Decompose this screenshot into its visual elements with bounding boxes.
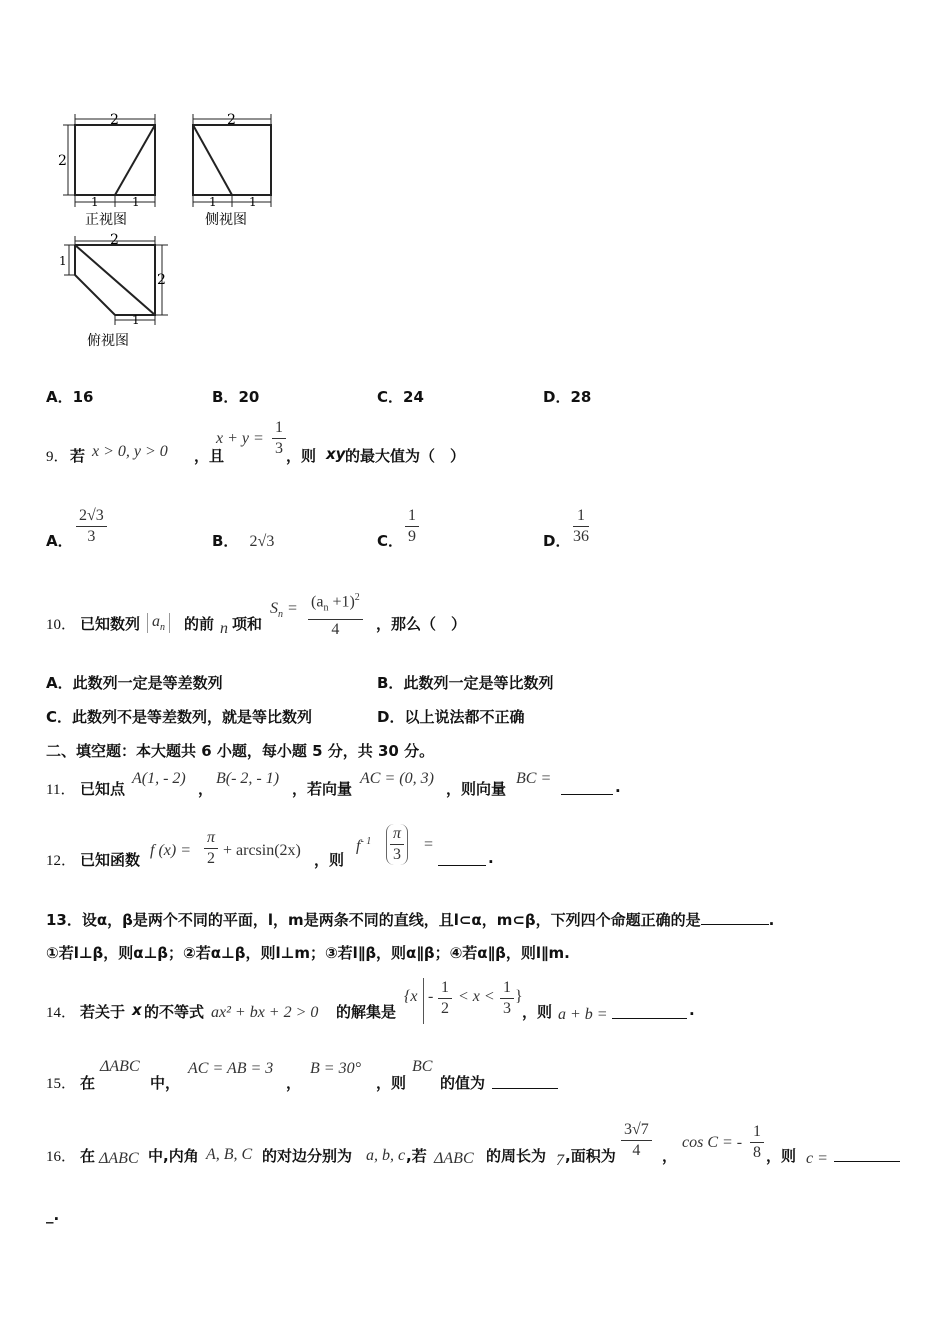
q16-angles: A, B, C [206,1146,253,1163]
option-value: $\frac{1}{36}$ [573,507,589,545]
option-label: A． [46,674,73,692]
q15-angle: B = 30° [310,1060,361,1077]
question-number: 15． [46,1076,77,1092]
q16-perimeter: 7 [556,1152,564,1169]
q15-sides: AC = AB = 3 [188,1060,274,1077]
q12-text: ，则 [314,851,345,869]
front-view [58,112,155,228]
question-number: 10． [46,617,77,633]
option-label: B． [212,532,239,550]
q14-range: < x < [458,988,495,1005]
q12-equals: = [424,836,434,853]
option-label: B． [377,674,404,692]
question-number: 9． [46,449,69,465]
q16-cos-fraction: $\frac{1}{8}$ [750,1122,764,1163]
q15-text: 在 [80,1074,96,1092]
option-label: D． [377,708,405,726]
top-view [59,232,168,349]
answer-blank[interactable] [834,1145,900,1162]
side-top-dim: 2 [227,112,236,128]
q8-option-a[interactable] [46,386,93,407]
q10-text: ，那么（ ） [376,615,467,633]
q12-function: f (x) = [150,842,191,859]
q14-sum: a + b = [558,1006,608,1023]
three-view-figure [55,105,285,355]
q10-fraction: $\frac{(a_n +1)^2}{4}$ [308,588,363,640]
option-label: D． [543,532,571,550]
q15-text: 的值为 [440,1074,486,1092]
answer-blank[interactable] [492,1072,558,1089]
q9-fraction: $\frac{1}{3}$ [272,418,286,459]
q16-text: 中,内角 [148,1147,199,1165]
option-label: C． [377,388,404,406]
q16-text: 的对边分别为 [262,1147,353,1165]
q14-text: 若关于 [80,1003,126,1021]
q11-point-a: A(1, - 2) [132,770,186,787]
option-value: 2√3 [249,533,275,550]
side-bot2-dim: 1 [249,195,257,209]
q16-area: $\frac{3√7}{4}$ [621,1120,652,1161]
top-top-dim: 2 [110,232,119,248]
question-16 [46,1120,916,1176]
q10-option-b[interactable] [377,672,553,693]
question-11 [46,768,646,798]
q9-equation: x + y = [216,430,264,447]
q10-sequence: $a_n$ [147,613,170,633]
q14-third: $\frac{1}{3}$ [500,978,514,1019]
side-caption: 侧视图 [205,212,247,228]
question-13 [46,908,774,930]
q13-text: . [768,911,775,929]
q9-option-b[interactable] [212,530,274,551]
q12-fraction: $\frac{\pi}{2}$ [204,828,218,869]
q11-text: . [615,778,621,796]
q14-set-close: } [515,988,523,1005]
q15-bc: BC [412,1058,433,1075]
option-value: 20 [238,388,260,406]
top-right-dim: 2 [157,272,166,288]
front-bot2-dim: 1 [132,195,140,209]
q9-text: 若 [70,447,86,465]
q16-sides: a, b, c [366,1147,406,1164]
q10-option-d[interactable] [377,706,524,727]
question-12 [46,822,646,878]
top-caption: 俯视图 [87,333,129,349]
q14-text: 的解集是 [336,1003,397,1021]
question-number: 12． [46,853,77,869]
q15-text: 中， [150,1074,181,1092]
q11-text: ， [198,780,214,798]
q14-text: . [689,1001,695,1019]
side-view [193,112,271,228]
q12-inverse: $f^{- 1}$ [356,836,372,855]
front-bot1-dim: 1 [91,195,99,209]
q11-text: ，则向量 [446,780,507,798]
q11-point-b: B(- 2, - 1) [216,770,280,787]
q16-triangle: ΔABC [434,1150,474,1167]
q9-condition: x > 0, y > 0 [92,443,168,460]
q11-text: 已知点 [80,780,126,798]
q16-triangle: ΔABC [99,1150,139,1167]
answer-blank[interactable] [612,1002,687,1019]
q14-inequality: ax² + bx + 2 > 0 [211,1004,319,1021]
question-14 [46,978,746,1028]
q10-option-c[interactable] [46,706,312,727]
question-15 [46,1058,646,1094]
q10-text: 的前 [184,615,215,633]
q14-x: x [132,1001,142,1019]
answer-blank[interactable] [561,778,613,795]
set-divider [423,978,424,1024]
q9-text: 的最大值为（ ） [345,447,466,465]
q10-option-a[interactable] [46,672,223,693]
q16-text: ,面积为 [565,1147,616,1165]
side-bot1-dim: 1 [209,195,217,209]
q15-triangle: ΔABC [100,1058,140,1075]
q16-text: 的周长为 [486,1147,547,1165]
option-text: 此数列不是等差数列，就是等比数列 [72,708,313,726]
q16-c: c = [806,1150,828,1167]
q16-cosine: cos C = - [682,1134,743,1151]
option-label: A． [46,532,73,550]
q14-text: ，则 [522,1003,553,1021]
top-bot-dim: 1 [132,313,140,327]
q8-option-d[interactable] [543,386,591,407]
front-top-dim: 2 [110,112,119,128]
answer-blank[interactable] [438,849,486,866]
q13-propositions: ①若l⊥β，则α⊥β；②若α⊥β，则l⊥m；③若l∥β，则α∥β；④若α∥β，则l∥m. [46,944,570,962]
option-label: C． [46,708,73,726]
question-number: 14． [46,1005,77,1021]
q10-sum: $S_n$ = [270,600,298,621]
option-label: A． [46,388,73,406]
q10-text: 已知数列 [80,615,141,633]
option-label: D． [543,388,571,406]
q10-n: n [220,620,228,637]
q11-text: ，若向量 [292,780,353,798]
front-caption: 正视图 [85,212,127,228]
option-label: B． [212,388,239,406]
question-number: 11． [46,782,76,798]
front-side-dim: 2 [58,153,67,169]
question-10 [46,588,546,644]
q11-vector-ac: AC = (0, 3) [360,770,434,787]
q16-text: 在 [80,1147,96,1165]
q16-blank-tail: _. [46,1206,60,1224]
answer-blank[interactable] [701,908,769,925]
q8-option-b[interactable] [212,386,259,407]
option-text: 此数列一定是等差数列 [72,674,223,692]
q16-text: ，则 [766,1147,797,1165]
q15-text: ，则 [376,1074,407,1092]
option-value: 24 [403,388,424,406]
q8-option-c[interactable] [377,386,424,407]
option-label: C． [377,532,404,550]
question-number: 16． [46,1149,77,1165]
option-value: 28 [570,388,592,406]
q14-minus: - [428,988,434,1005]
option-text: 此数列一定是等比数列 [403,674,554,692]
option-text: 以上说法都不正确 [404,708,525,726]
q12-arcsin: + arcsin(2x) [223,842,301,859]
q12-text: . [488,849,494,867]
q10-text: 项和 [232,615,263,633]
q13-text: 13．设α，β是两个不同的平面，l，m是两条不同的直线，且l⊂α，m⊂β，下列四个命题正确的是 [46,911,701,929]
section-heading: 二、填空题：本大题共 6 小题，每小题 5 分，共 30 分。 [46,742,435,760]
q14-text: 的不等式 [144,1003,205,1021]
q11-vector-bc: BC = [516,770,552,787]
q14-set-open: {x [404,988,418,1005]
q9-text: ，则 [286,447,317,465]
q15-text: ， [286,1074,302,1092]
q12-argument: $\frac{\pi}{3}$ [386,824,408,865]
q14-half: $\frac{1}{2}$ [438,978,452,1019]
option-value: $\frac{2√3}{3}$ [76,506,107,547]
option-value: $\frac{1}{9}$ [405,506,419,547]
option-value: 16 [72,388,94,406]
q12-text: 已知函数 [80,851,141,869]
top-left-dim: 1 [59,254,67,268]
q16-text: ,若 [406,1147,427,1165]
q9-text: ，且 [194,447,225,465]
q9-xy: xy [326,445,346,463]
q16-text: ， [662,1147,678,1165]
